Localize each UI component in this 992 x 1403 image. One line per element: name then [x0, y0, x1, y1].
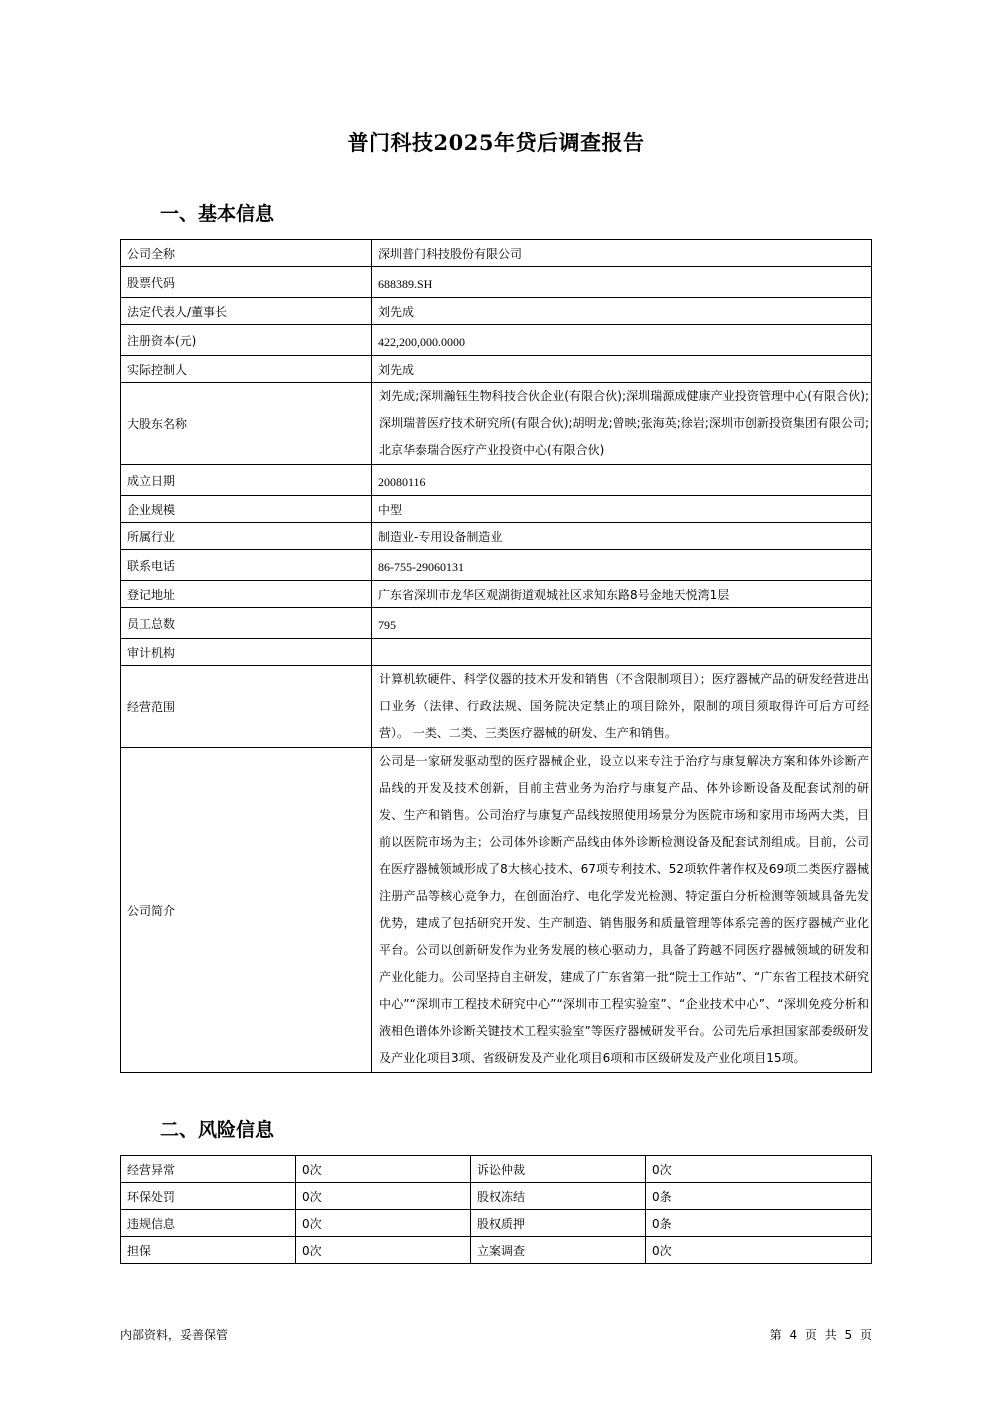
table-row [121, 748, 872, 1073]
risk-label: 股权冻结 [471, 1183, 646, 1210]
section-basic-info-heading: 一、基本信息 [160, 203, 275, 225]
table-row [121, 523, 872, 550]
field-label: 公司全称 [121, 240, 372, 267]
table-row [121, 1183, 872, 1210]
field-value: 刘先成 [372, 298, 872, 325]
field-value: 深圳普门科技股份有限公司 [372, 240, 872, 267]
footer-page-number: 第 4 页 共 5 页 [769, 1328, 872, 1342]
risk-label: 诉讼仲裁 [471, 1156, 646, 1183]
field-label: 企业规模 [121, 496, 372, 523]
table-row [121, 1237, 872, 1264]
risk-label: 担保 [121, 1237, 296, 1264]
risk-label: 经营异常 [121, 1156, 296, 1183]
field-label: 成立日期 [121, 465, 372, 496]
field-label: 登记地址 [121, 581, 372, 608]
footer-confidential-note: 内部资料，妥善保管 [120, 1328, 229, 1342]
risk-value: 0次 [296, 1156, 471, 1183]
risk-label: 股权质押 [471, 1210, 646, 1237]
table-row [121, 356, 872, 383]
risk-value: 0次 [296, 1237, 471, 1264]
field-label: 法定代表人/董事长 [121, 298, 372, 325]
table-row [121, 608, 872, 639]
table-row [121, 1156, 872, 1183]
field-label: 审计机构 [121, 639, 372, 666]
risk-value: 0次 [296, 1210, 471, 1237]
risk-value: 0次 [296, 1183, 471, 1210]
risk-label: 违规信息 [121, 1210, 296, 1237]
risk-value: 0次 [646, 1237, 872, 1264]
table-row [121, 666, 872, 748]
field-value: 422,200,000.0000 [372, 325, 872, 356]
field-label: 员工总数 [121, 608, 372, 639]
field-label: 注册资本(元) [121, 325, 372, 356]
table-row [121, 496, 872, 523]
field-label: 公司简介 [121, 748, 372, 1073]
risk-info-table [120, 1155, 872, 1264]
field-label: 联系电话 [121, 550, 372, 581]
field-label: 大股东名称 [121, 383, 372, 465]
table-row [121, 240, 872, 267]
table-row [121, 639, 872, 666]
table-row [121, 1210, 872, 1237]
field-value: 刘先成;深圳瀚钰生物科技合伙企业(有限合伙);深圳瑞源成健康产业投资管理中心(有限合伙);深圳瑞普医疗技术研究所(有限合伙);胡明龙;曾映;张海英;徐岩;深圳市创新投资集团有限公司;北京华泰瑞合医疗产业投资中心(有限合伙) [372, 383, 872, 465]
field-value: 公司是一家研发驱动型的医疗器械企业，设立以来专注于治疗与康复解决方案和体外诊断产品线的开发及技术创新，目前主营业务为治疗与康复产品、体外诊断设备及配套试剂的研发、生产和销售。公司治疗与康复产品线按照使用场景分为医院市场和家用市场两大类，目前以医院市场为主；公司体外诊断产品线由体外诊断检测设备及配套试剂组成。目前，公司在医疗器械领域形成了8大核心技术、67项专利技术、52项软件著作权及69项二类医疗器械注册产品等核心竞争力，在创面治疗、电化学发光检测、特定蛋白分析检测等领域具备先发优势，建成了包括研究开发、生产制造、销售服务和质量管理等体系完善的医疗器械产业化平台。公司以创新研发作为业务发展的核心驱动力，具备了跨越不同医疗器械领域的研发和产业化能力。公司坚持自主研发，建成了广东省第一批“院士工作站”、“广东省工程技术研究中心”“深圳市工程技术研究中心”“深圳市工程实验室”、“企业技术中心”、“深圳免疫分析和液相色谱体外诊断关键技术工程实验室”等医疗器械研发平台。公司先后承担国家部委级研发及产业化项目3项、省级研发及产业化项目6项和市区级研发及产业化项目15项。 [372, 748, 872, 1073]
risk-value: 0次 [646, 1156, 872, 1183]
field-label: 所属行业 [121, 523, 372, 550]
risk-value: 0条 [646, 1210, 872, 1237]
table-row [121, 267, 872, 298]
table-row [121, 298, 872, 325]
report-title: 普门科技2025年贷后调查报告 [347, 130, 645, 155]
field-value: 计算机软硬件、科学仪器的技术开发和销售（不含限制项目）；医疗器械产品的研发经营进出口业务（法律、行政法规、国务院决定禁止的项目除外，限制的项目须取得许可后方可经营）。 一类、二类、三类医疗器械的研发、生产和销售。 [372, 666, 872, 748]
field-value [372, 639, 872, 666]
field-value: 广东省深圳市龙华区观湖街道观城社区求知东路8号金地天悦湾1层 [372, 581, 872, 608]
table-row [121, 550, 872, 581]
field-label: 实际控制人 [121, 356, 372, 383]
field-value: 795 [372, 608, 872, 639]
section-risk-info-heading: 二、风险信息 [160, 1119, 275, 1141]
basic-info-table [120, 239, 872, 1073]
field-value: 刘先成 [372, 356, 872, 383]
field-value: 20080116 [372, 465, 872, 496]
table-row [121, 581, 872, 608]
table-row [121, 465, 872, 496]
field-label: 股票代码 [121, 267, 372, 298]
field-value: 688389.SH [372, 267, 872, 298]
field-value: 中型 [372, 496, 872, 523]
risk-value: 0条 [646, 1183, 872, 1210]
risk-label: 立案调查 [471, 1237, 646, 1264]
table-row [121, 383, 872, 465]
risk-label: 环保处罚 [121, 1183, 296, 1210]
table-row [121, 325, 872, 356]
field-value: 制造业-专用设备制造业 [372, 523, 872, 550]
field-label: 经营范围 [121, 666, 372, 748]
field-value: 86-755-29060131 [372, 550, 872, 581]
